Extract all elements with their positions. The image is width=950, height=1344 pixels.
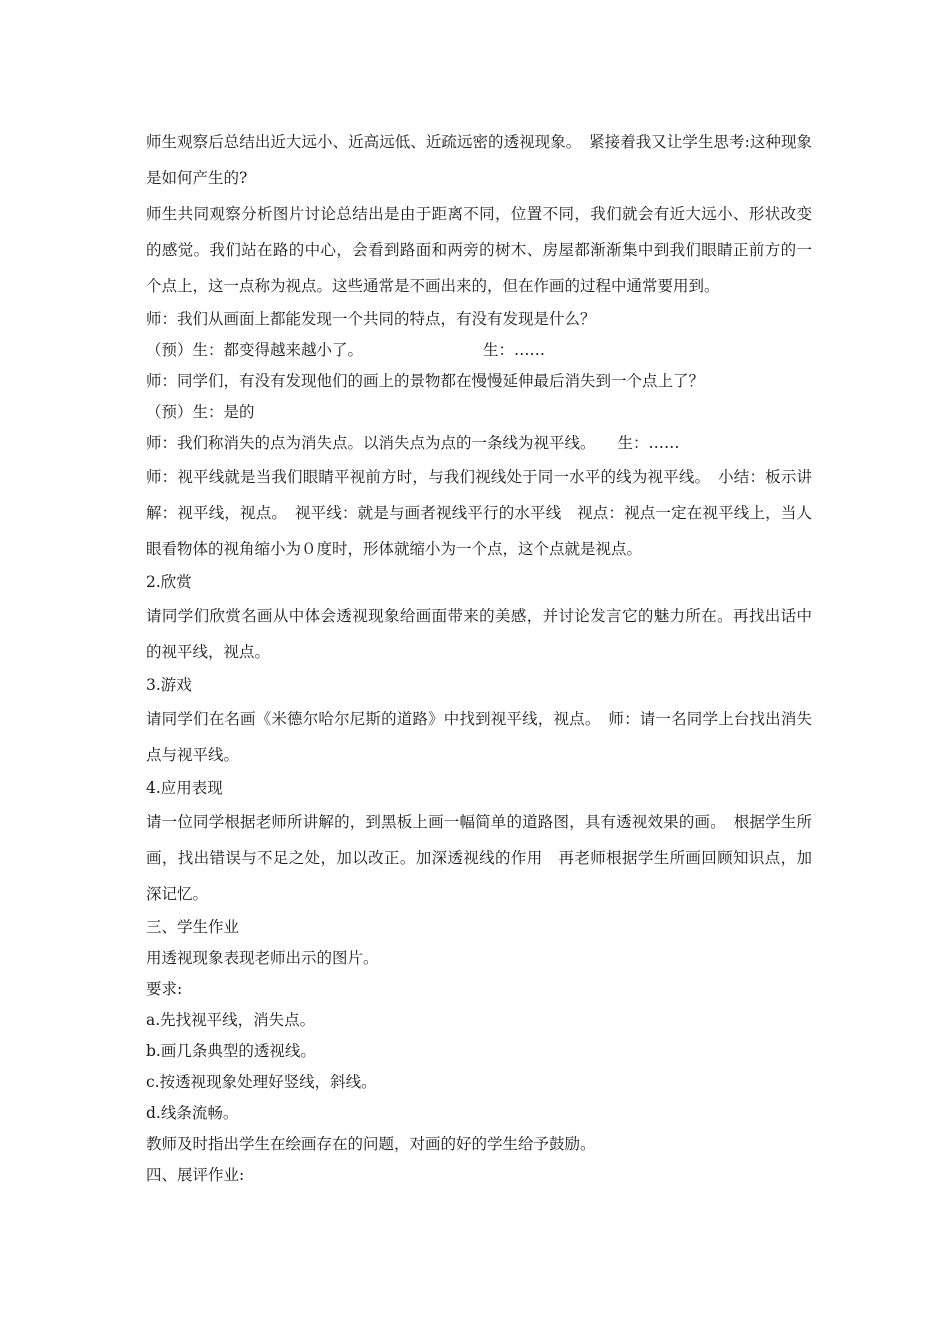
- paragraph-appreciation: 请同学们欣赏名画从中体会透视现象给画面带来的美感，并讨论发言它的魅力所在。再找出话中的视平线，视点。: [146, 607, 812, 661]
- vanishing-point-text: 师：我们称消失的点为消失点。以消失点为点的一条线为视平线。: [146, 434, 596, 452]
- requirement-b: b.画几条典型的透视线。: [146, 1042, 316, 1060]
- heading-appreciation: 2.欣赏: [146, 573, 192, 591]
- requirement-c: c.按透视现象处理好竖线，斜线。: [146, 1073, 377, 1091]
- student-reply: 生：……: [617, 434, 680, 452]
- paragraph-feedback: 教师及时指出学生在绘画存在的问题，对画的好的学生给予鼓励。: [146, 1135, 596, 1153]
- heading-application: 4.应用表现: [146, 779, 223, 797]
- paragraph-game: 请同学们在名画《米德尔哈尔尼斯的道路》中找到视平线，视点。 师：请一名同学上台找出消失点与视平线。: [146, 710, 812, 764]
- paragraph-homework: 用透视现象表现老师出示的图片。: [146, 949, 379, 967]
- paragraph-student-answer-2: （预）生：是的: [146, 403, 255, 421]
- student-answer-b: 生：……: [483, 341, 546, 359]
- paragraph-teacher-question-2: 师：同学们，有没有发现他们的画上的景物都在慢慢延伸最后消失到一个点上了？: [146, 372, 705, 390]
- paragraph-student-answer-1: [146, 335, 812, 366]
- requirement-d: d.线条流畅。: [146, 1104, 239, 1122]
- document-page: [146, 124, 812, 1191]
- student-answer-a: （预）生：都变得越来越小了。: [146, 341, 364, 359]
- paragraph-horizon-summary: 师：视平线就是当我们眼睛平视前方时，与我们视线处于同一水平的线为视平线。 小结：板示讲解：视平线，视点。 视平线：就是与画者视线平行的水平线 视点：视点一定在视平线上，当人眼看物体的视角缩小为０度时，形体就缩小为一个点，这个点就是视点。: [146, 468, 812, 558]
- paragraph-application: 请一位同学根据老师所讲解的，到黑板上画一幅简单的道路图，具有透视效果的画。 根据学生所画，找出错误与不足之处，加以改正。加深透视线的作用 再老师根据学生所画回顾知识点，加深记忆。: [146, 813, 812, 903]
- requirements-label: 要求:: [146, 980, 183, 998]
- heading-homework: 三、学生作业: [146, 918, 240, 936]
- heading-game: 3.游戏: [146, 676, 192, 694]
- paragraph-observation: 师生观察后总结出近大远小、近高远低、近疏远密的透视现象。 紧接着我又让学生思考:这种现象是如何产生的?: [146, 133, 812, 187]
- heading-exhibition: 四、展评作业:: [146, 1166, 245, 1184]
- requirement-a: a.先找视平线，消失点。: [146, 1011, 316, 1029]
- paragraph-analysis: 师生共同观察分析图片讨论总结出是由于距离不同，位置不同，我们就会有近大远小、形状改变的感觉。我们站在路的中心，会看到路面和两旁的树木、房屋都渐渐集中到我们眼睛正前方的一个点上，这一点称为视点。这些通常是不画出来的，但在作画的过程中通常要用到。: [146, 205, 812, 295]
- paragraph-vanishing-point: [146, 428, 812, 459]
- paragraph-teacher-question-1: 师：我们从画面上都能发现一个共同的特点，有没有发现是什么？: [146, 310, 596, 328]
